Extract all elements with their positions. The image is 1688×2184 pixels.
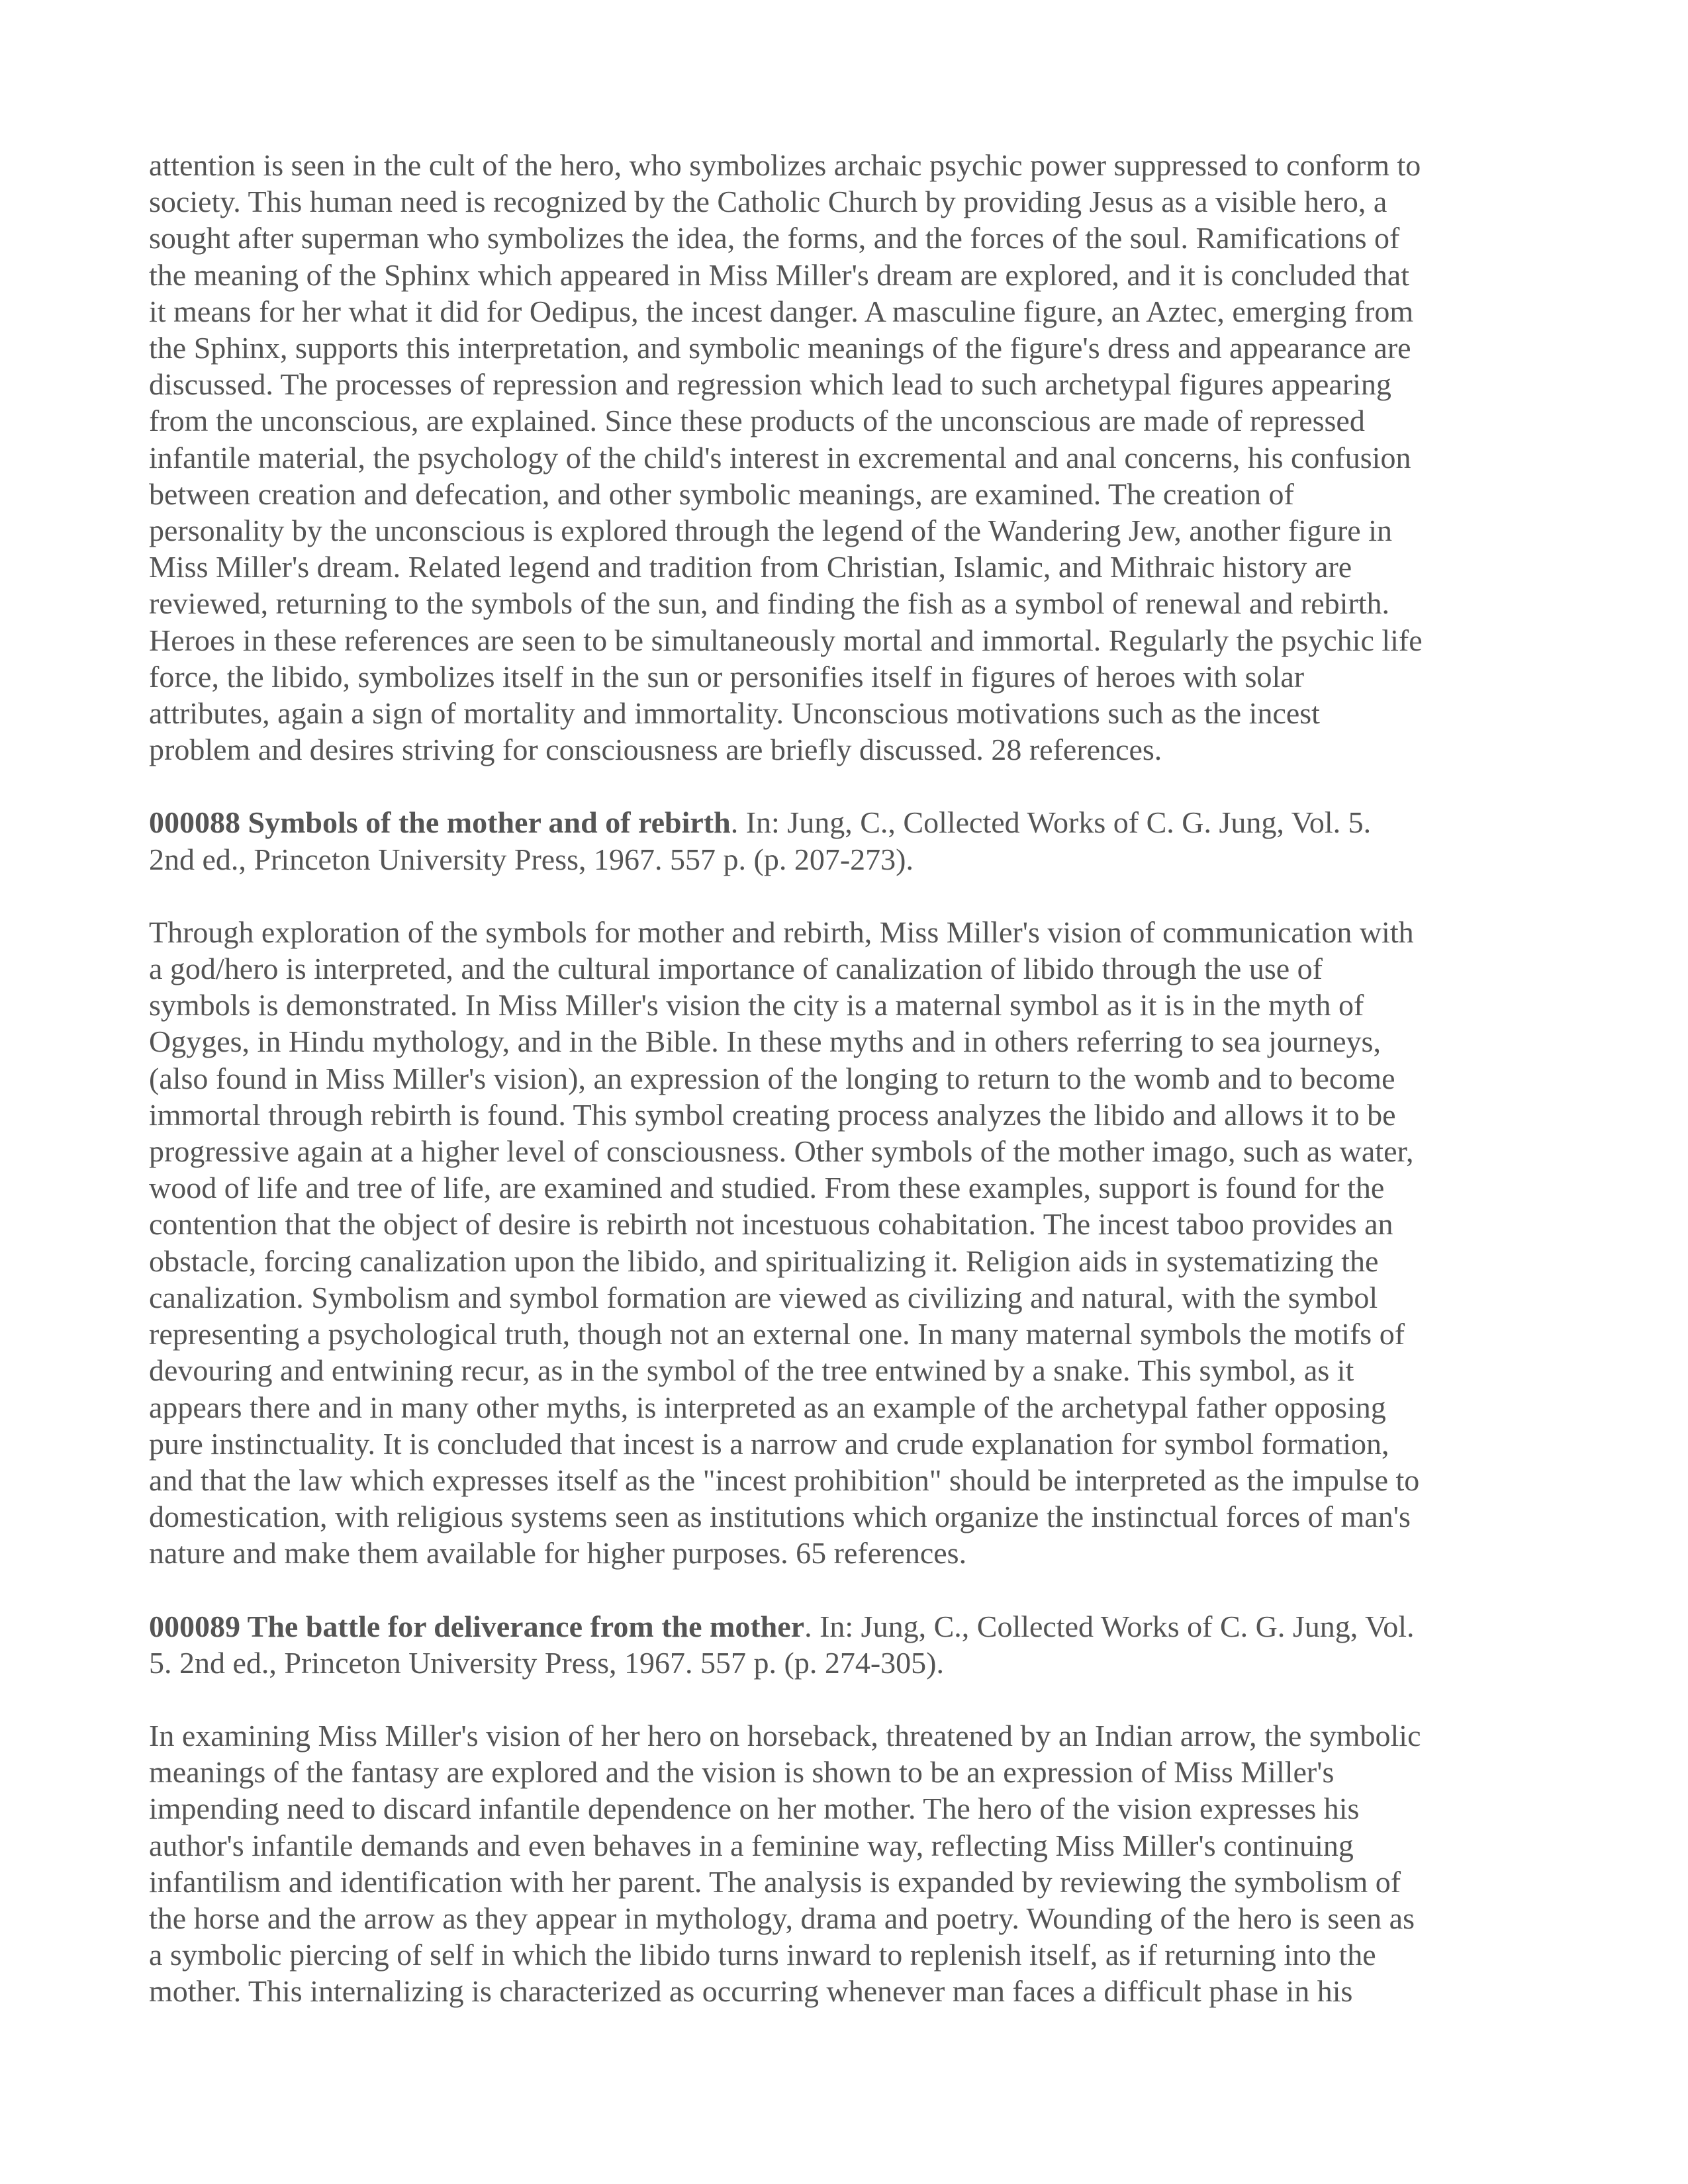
entry-header-000088 — [149, 804, 1539, 877]
entry-title: 000089 The battle for deliverance from the mother — [149, 1609, 805, 1643]
document-page — [149, 147, 1539, 2046]
entry-title: 000088 Symbols of the mother and of rebirth — [149, 805, 731, 840]
entry-abstract-000088: Through exploration of the symbols for mother and rebirth, Miss Miller's vision of communication with a god/hero is interpreted, and the cultural importance of canalization of libido through the use of symbols is demonstrated. In Miss Miller's vision the city is a maternal symbol as it is in the myth of Ogyges, in Hindu mythology, and in the Bible. In these myths and in others referring to sea journeys, (also found in Miss Miller's vision), an expression of the longing to return to the womb and to become immortal through rebirth is found. This symbol creating process analyzes the libido and allows it to be progressive again at a higher level of consciousness. Other symbols of the mother imago, such as water, wood of life and tree of life, are examined and studied. From these examples, support is found for the contention that the object of desire is rebirth not incestuous cohabitation. The incest taboo provides an obstacle, forcing canalization upon the libido, and spiritualizing it. Religion aids in systematizing the canalization. Symbolism and symbol formation are viewed as civilizing and natural, with the symbol representing a psychological truth, though not an external one. In many maternal symbols the motifs of devouring and entwining recur, as in the symbol of the tree entwined by a snake. This symbol, as it appears there and in many other myths, is interpreted as an example of the archetypal father opposing pure instinctuality. It is concluded that incest is a narrow and crude explanation for symbol formation, and that the law which expresses itself as the "incest prohibition" should be interpreted as the impulse to domestication, with religious systems seen as institutions which organize the instinctual forces of man's nature and make them available for higher purposes. 65 references. — [149, 915, 1420, 1570]
entry-citation: . In: Jung, C., Collected Works of C. G. Jung, Vol. 5. 2nd ed., Princeton University Press, 1967. 557 p. (p. 274-305). — [149, 1609, 1415, 1680]
abstract-continued: attention is seen in the cult of the hero, who symbolizes archaic psychic power suppressed to conform to society. This human need is recognized by the Catholic Church by providing Jesus as a visible hero, a sought after superman who symbolizes the idea, the forms, and the forces of the soul. Ramifications of the meaning of the Sphinx which appeared in Miss Miller's dream are explored, and it is concluded that it means for her what it did for Oedipus, the incest danger. A masculine figure, an Aztec, emerging from the Sphinx, supports this interpretation, and symbolic meanings of the figure's dress and appearance are discussed. The processes of repression and regression which lead to such archetypal figures appearing from the unconscious, are explained. Since these products of the unconscious are made of repressed infantile material, the psychology of the child's interest in excremental and anal concerns, his confusion between creation and defecation, and other symbolic meanings, are examined. The creation of personality by the unconscious is explored through the legend of the Wandering Jew, another figure in Miss Miller's dream. Related legend and tradition from Christian, Islamic, and Mithraic history are reviewed, returning to the symbols of the sun, and finding the fish as a symbol of renewal and rebirth. Heroes in these references are seen to be simultaneously mortal and immortal. Regularly the psychic life force, the libido, symbolizes itself in the sun or personifies itself in figures of heroes with solar attributes, again a sign of mortality and immortality. Unconscious motivations such as the incest problem and desires striving for consciousness are briefly discussed. 28 references. — [149, 148, 1423, 767]
entry-citation: . In: Jung, C., Collected Works of C. G. Jung, Vol. 5. 2nd ed., Princeton University Press, 1967. 557 p. (p. 207-273). — [149, 805, 1372, 876]
entry-header-000089 — [149, 1608, 1539, 1681]
entry-abstract-000089: In examining Miss Miller's vision of her hero on horseback, threatened by an Indian arrow, the symbolic meanings of the fantasy are explored and the vision is shown to be an expression of Miss Miller's impending need to discard infantile dependence on her mother. The hero of the vision expresses his author's infantile demands and even behaves in a feminine way, reflecting Miss Miller's continuing infantilism and identification with her parent. The analysis is expanded by reviewing the symbolism of the horse and the arrow as they appear in mythology, drama and poetry. Wounding of the hero is seen as a symbolic piercing of self in which the libido turns inward to replenish itself, as if returning into the mother. This internalizing is characterized as occurring whenever man faces a difficult phase in his — [149, 1718, 1421, 2009]
